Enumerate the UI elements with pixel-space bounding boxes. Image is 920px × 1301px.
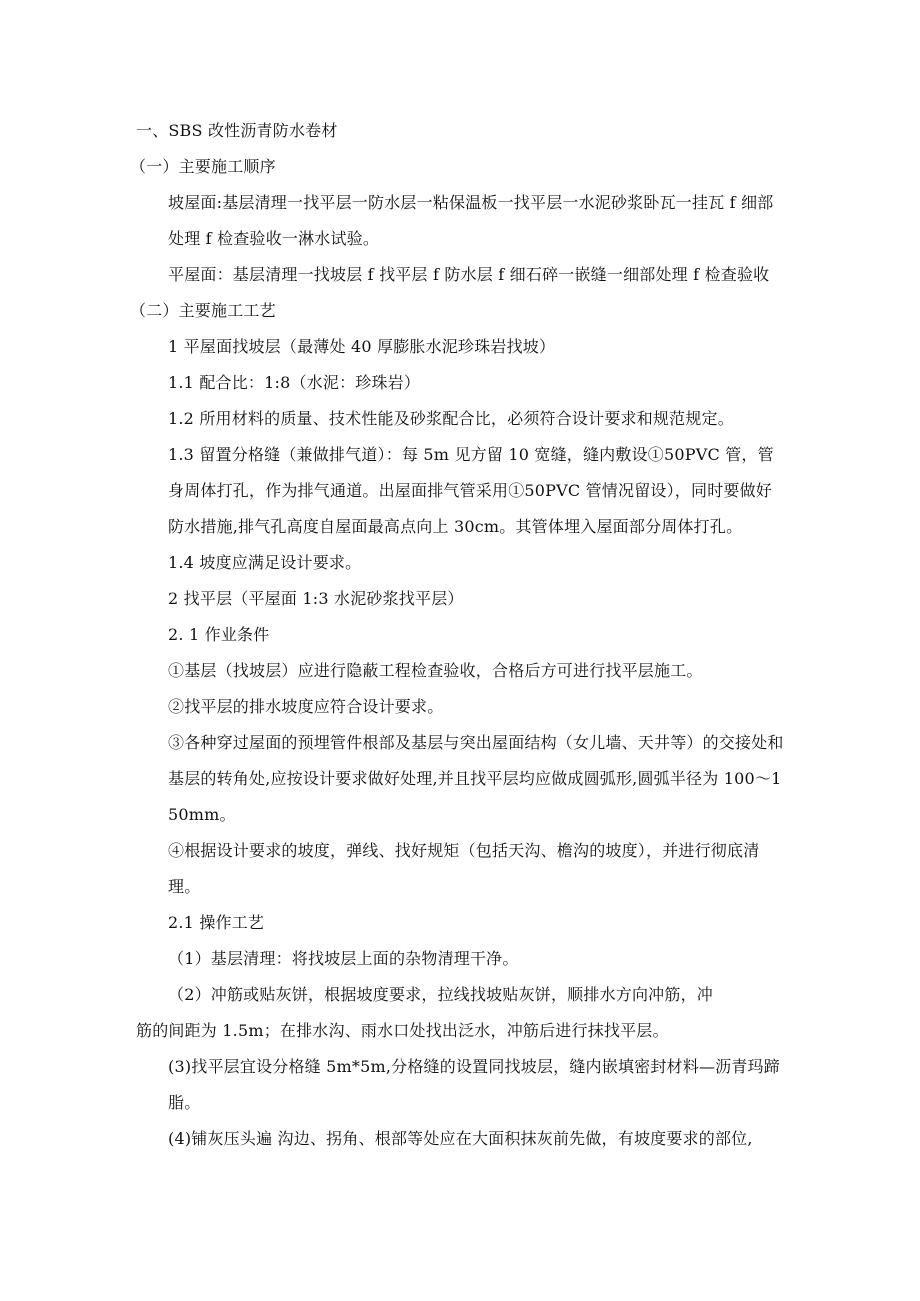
step-text: (4)铺灰压头遍 沟边、拐角、根部等处应在大面积抹灰前先做，有坡度要求的部位,	[168, 1129, 753, 1148]
step-text: （2）冲筋或贴灰饼，根据坡度要求，拉线找坡贴灰饼，顺排水方向冲筋，冲	[168, 985, 713, 1004]
step-text: （1）基层清理：将找坡层上面的杂物清理干净。	[168, 949, 519, 968]
item-text: 2. 1 作业条件	[168, 625, 270, 644]
item-text: 1.2 所用材料的质量、技术性能及砂浆配合比，必须符合设计要求和规范规定。	[168, 409, 734, 428]
item-text: 1.4 坡度应满足设计要求。	[168, 553, 362, 572]
paragraph-flat-roof: 平屋面：基层清理一找坡层 f 找平层 f 防水层 f 细石碎一嵌缝一细部处理 f 检查验收	[168, 265, 770, 284]
condition-text: ④根据设计要求的坡度，弹线、找好规矩（包括天沟、檐沟的坡度），并进行彻底清理。	[168, 841, 760, 896]
subsection-heading: （一）主要施工顺序	[130, 157, 276, 176]
document-body	[130, 113, 786, 1157]
condition-text: ①基层（找坡层）应进行隐蔽工程检查验收，合格后方可进行找平层施工。	[168, 661, 703, 680]
subsection-heading: （二）主要施工工艺	[130, 301, 276, 320]
item-text: 1.1 配合比：1:8（水泥：珍珠岩）	[168, 373, 421, 392]
step-text: (3)找平层宜设分格缝 5m*5m,分格缝的设置同找坡层，缝内嵌填密封材料—沥青玛蹄脂。	[168, 1057, 780, 1112]
item-heading: 1 平屋面找坡层（最薄处 40 厚膨胀水泥珍珠岩找坡）	[168, 337, 556, 356]
condition-text: ②找平层的排水坡度应符合设计要求。	[168, 697, 444, 716]
item-heading: 2 找平层（平屋面 1:3 水泥砂浆找平层）	[168, 589, 464, 608]
item-text: 1.3 留置分格缝（兼做排气道）：每 5m 见方留 10 宽缝，缝内敷设①50PVC 管，管身周体打孔，作为排气通道。出屋面排气管采用①50PVC 管情况留设），同时要做好防水措施,排气孔高度自屋面最高点向上 30cm。其管体埋入屋面部分周体打孔。	[168, 445, 774, 536]
section-heading: 一、SBS 改性沥青防水卷材	[136, 121, 338, 140]
paragraph-slope-roof: 坡屋面:基层清理一找平层一防水层一粘保温板一找平层一水泥砂浆卧瓦一挂瓦 f 细部处理 f 检查验收一淋水试验。	[168, 193, 774, 248]
condition-text: ③各种穿过屋面的预埋管件根部及基层与突出屋面结构（女儿墙、天井等）的交接处和基层的转角处,应按设计要求做好处理,并且找平层均应做成圆弧形,圆弧半径为 100～150mm。	[168, 733, 784, 824]
item-heading: 2.1 操作工艺	[168, 913, 265, 932]
step-text: 筋的间距为 1.5m；在排水沟、雨水口处找出泛水，冲筋后进行抹找平层。	[136, 1021, 669, 1040]
